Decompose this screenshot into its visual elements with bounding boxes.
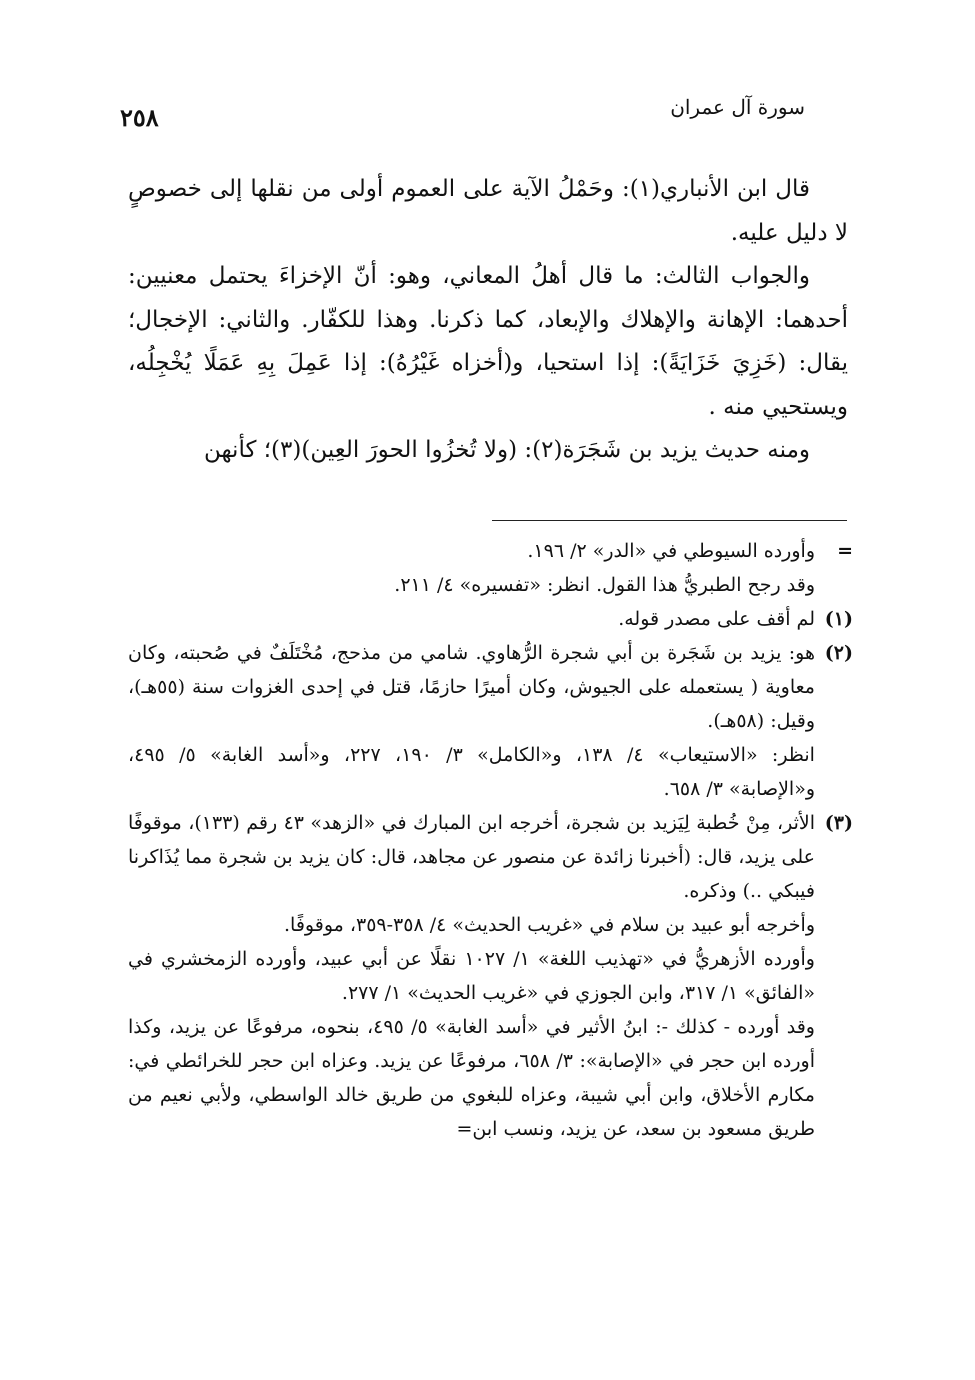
footnote-text: انظر: «الاستيعاب» ٤/ ١٣٨، و«الكامل» ٣/ ١٩٠، ٢٢٧، و«أسد الغابة» ٥/ ٤٩٥، و«الإصابة» ٣/ ٦٥٨.: [128, 744, 815, 800]
main-paragraph: قال ابن الأنباري(١): وحَمْلُ الآية على العموم أولى من نقلها إلى خصوصٍ لا دليل عليه.: [128, 176, 848, 246]
page-number: ٢٥٨: [120, 103, 159, 132]
footnote-3: [128, 806, 853, 1146]
footnote-1: [128, 602, 853, 636]
footnote-text: الأثر، مِنْ خُطبة لِيَزيد بن شجرة، أخرجه ابن المبارك في «الزهد» ٤٣ رقم (١٣٣)، موقوفًا على يزيد، قال: (أخبرنا زائدة عن منصور عن مجاهد، قال: كان يزيد بن شجرة مما يُذَاكرنا فيبكي ..) وذكره.: [128, 812, 815, 902]
footnote-text: هو: يزيد بن شَجَرة بن أبي شجرة الرُّهاوي. شامي من مذحج، مُخْتَلَفٌ في صُحبته، وكان معاوية ( يستعمله على الجيوش، وكان أميرًا حازمًا، قتل في إحدى الغزوات سنة (٥٥هـ)، وقيل: (٥٨هـ).: [128, 642, 815, 732]
footnote-marker: (٢): [824, 642, 853, 664]
footnote-2: [128, 636, 853, 806]
footnote-line: وأورده السيوطي في «الدر» ٢/ ١٩٦.: [527, 540, 815, 562]
main-paragraph: والجواب الثالث: ما قال أهلُ المعاني، وهو: أنّ الإخزاءَ يحتمل معنيين: أحدهما: الإهانة والإهلاك والإبعاد، كما ذكرنا. وهذا للكفّار. والثاني: الإخجال؛ يقال: (خَزِيَ خَزَايَةً): إذا استحيا، و(أخزاه غَيْرُهُ): إذا عَمِلَ بِهِ عَمَلًا يُخْجِلُه، ويستحيي منه .: [128, 263, 848, 420]
continuation-marker: =: [837, 540, 853, 562]
footnote-divider: [492, 520, 847, 521]
footnote-line: وقد رجح الطبريُّ هذا القول. انظر: «تفسيره» ٤/ ٢١١.: [394, 574, 815, 596]
page-header: [120, 95, 805, 135]
main-text: [128, 168, 848, 473]
footnote-text: لم أقف على مصدر قوله.: [618, 608, 815, 630]
footnote-text: وقد أورده - كذلك -: ابنُ الأثير في «أسد الغابة» ٥/ ٤٩٥، بنحوه، مرفوعًا عن يزيد، وكذا أورده ابن حجر في «الإصابة»: ٣/ ٦٥٨، مرفوعًا عن يزيد. وعزاه ابن حجر للخرائطي في: مكارم الأخلاق، وابن أبي شيبة، وعزاه للبغوي من طريق خالد الواسطي، ولأبي نعيم من طريق مسعود بن سعد، عن يزيد، ونسب ابن=: [128, 1016, 815, 1140]
running-title: سورة آل عمران: [670, 95, 805, 119]
footnote-text: وأخرجه أبو عبيد بن سلام في «غريب الحديث» ٤/ ٣٥٨-٣٥٩، موقوفًا.: [284, 914, 815, 936]
footnote-continuation: [128, 534, 853, 602]
main-paragraph: ومنه حديث يزيد بن شَجَرَة(٢): (ولا تُخزُوا الحورَ العِين)(٣)؛ كأنهن: [203, 437, 810, 463]
footnote-marker: (٣): [824, 812, 853, 834]
footnote-text: وأورده الأزهريُّ في «تهذيب اللغة» ١/ ١٠٢٧ نقلًا عن أبي عبيد، وأورده الزمخشري في «الفائق» ١/ ٣١٧، وابن الجوزي في «غريب الحديث» ١/ ٢٧٧.: [128, 948, 815, 1004]
footnotes: [128, 534, 853, 1146]
footnote-marker: (١): [824, 608, 853, 630]
